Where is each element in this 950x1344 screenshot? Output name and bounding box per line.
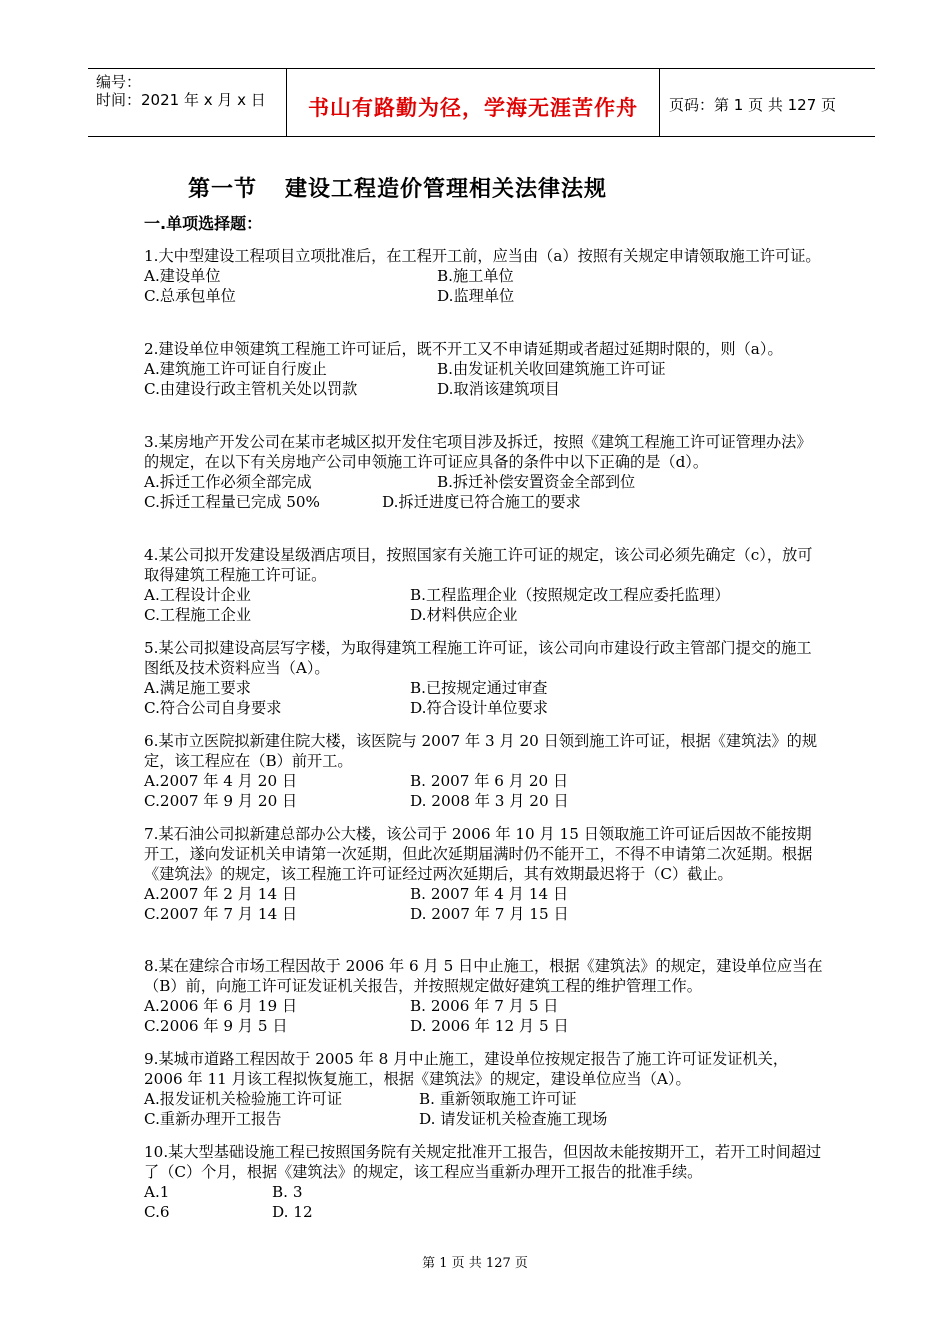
question-6 bbox=[144, 731, 824, 811]
option-d: D.符合设计单位要求 bbox=[410, 699, 548, 717]
question-4 bbox=[144, 545, 824, 625]
option-b: B.已按规定通过审查 bbox=[410, 679, 548, 697]
question-7 bbox=[144, 824, 824, 924]
question-3 bbox=[144, 432, 824, 512]
header-page-cell bbox=[659, 69, 875, 136]
option-a: A.拆迁工作必须全部完成 bbox=[144, 473, 312, 491]
option-d: D. 12 bbox=[272, 1203, 313, 1221]
question-2 bbox=[144, 339, 824, 399]
option-b: B. 2006 年 7 月 5 日 bbox=[410, 997, 559, 1015]
option-c: C.2006 年 9 月 5 日 bbox=[144, 1017, 288, 1035]
option-d: D.取消该建筑项目 bbox=[437, 380, 560, 398]
option-c: C.6 bbox=[144, 1203, 170, 1221]
chapter-title bbox=[188, 172, 607, 203]
option-d: D. 请发证机关检查施工现场 bbox=[419, 1110, 608, 1128]
option-d: D.材料供应企业 bbox=[410, 606, 518, 624]
question-stem: 9.某城市道路工程因故于 2005 年 8 月中止施工，建设单位按规定报告了施工许可证发证机关，2006 年 11 月该工程拟恢复施工，根据《建筑法》的规定，建设单位应当（A）。 bbox=[144, 1050, 789, 1088]
option-b: B. 2007 年 6 月 20 日 bbox=[410, 772, 569, 790]
question-stem: 1.大中型建设工程项目立项批准后，在工程开工前，应当由（a）按照有关规定申请领取施工许可证。 bbox=[144, 247, 821, 265]
option-b: B.工程监理企业（按照规定改工程应委托监理） bbox=[410, 586, 730, 604]
option-a: A.建设单位 bbox=[144, 267, 221, 285]
question-stem: 7.某石油公司拟新建总部办公大楼，该公司于 2006 年 10 月 15 日领取施工许可证后因故不能按期开工，遂向发证机关申请第一次延期，但此次延期届满时仍不能开工，不得不申请第二次延期。根据《建筑法》的规定，该工程施工许可证经过两次延期后，其有效期最迟将于（C）截止。 bbox=[144, 825, 813, 883]
option-b: B.拆迁补偿安置资金全部到位 bbox=[437, 473, 636, 491]
option-a: A.2006 年 6 月 19 日 bbox=[144, 997, 298, 1015]
option-c: C.工程施工企业 bbox=[144, 606, 252, 624]
option-c: C.由建设行政主管机关处以罚款 bbox=[144, 380, 358, 398]
option-d: D.拆迁进度已符合施工的要求 bbox=[382, 493, 581, 511]
option-b: B. 重新领取施工许可证 bbox=[419, 1090, 577, 1108]
option-a: A.2007 年 4 月 20 日 bbox=[144, 772, 298, 790]
question-stem: 3.某房地产开发公司在某市老城区拟开发住宅项目涉及拆迁，按照《建筑工程施工许可证管理办法》的规定，在以下有关房地产公司申领施工许可证应具备的条件中以下正确的是（d）。 bbox=[144, 433, 812, 471]
option-d: D.监理单位 bbox=[437, 287, 515, 305]
header-meta-cell bbox=[88, 69, 286, 136]
option-c: C.总承包单位 bbox=[144, 287, 236, 305]
option-b: B.施工单位 bbox=[437, 267, 514, 285]
option-a: A.满足施工要求 bbox=[144, 679, 251, 697]
option-a: A.报发证机关检验施工许可证 bbox=[144, 1090, 343, 1108]
option-c: C.2007 年 7 月 14 日 bbox=[144, 905, 298, 923]
header-motto-cell bbox=[286, 69, 660, 136]
question-5 bbox=[144, 638, 824, 718]
option-b: B. 3 bbox=[272, 1183, 303, 1201]
option-c: C.符合公司自身要求 bbox=[144, 699, 282, 717]
option-c: C.2007 年 9 月 20 日 bbox=[144, 792, 298, 810]
option-a: A.1 bbox=[144, 1183, 170, 1201]
motto-text: 书山有路勤为径，学海无涯苦作舟 bbox=[308, 96, 638, 120]
question-9 bbox=[144, 1049, 824, 1129]
option-c: C.重新办理开工报告 bbox=[144, 1110, 282, 1128]
option-a: A.2007 年 2 月 14 日 bbox=[144, 885, 298, 903]
page-header bbox=[88, 68, 875, 137]
option-a: A.建筑施工许可证自行废止 bbox=[144, 360, 327, 378]
option-b: B. 2007 年 4 月 14 日 bbox=[410, 885, 569, 903]
question-stem: 6.某市立医院拟新建住院大楼，该医院与 2007 年 3 月 20 日领到施工许可证，根据《建筑法》的规定，该工程应在（B）前开工。 bbox=[144, 732, 818, 770]
question-8 bbox=[144, 956, 824, 1036]
option-d: D. 2007 年 7 月 15 日 bbox=[410, 905, 569, 923]
option-d: D. 2008 年 3 月 20 日 bbox=[410, 792, 569, 810]
option-b: B.由发证机关收回建筑施工许可证 bbox=[437, 360, 666, 378]
doc-time-label: 时间：2021 年 x 月 x 日 bbox=[96, 91, 266, 109]
doc-number-label: 编号： bbox=[96, 73, 142, 91]
chapter-title-text: 建设工程造价管理相关法律法规 bbox=[285, 177, 608, 202]
option-a: A.工程设计企业 bbox=[144, 586, 251, 604]
question-stem: 4.某公司拟开发建设星级酒店项目，按照国家有关施工许可证的规定，该公司必须先确定（c），放可取得建筑工程施工许可证。 bbox=[144, 546, 813, 584]
question-1 bbox=[144, 246, 824, 306]
header-page-number: 页码：第 1 页 共 127 页 bbox=[669, 96, 837, 114]
chapter-title-section: 第一节 bbox=[188, 177, 258, 202]
question-stem: 8.某在建综合市场工程因故于 2006 年 6 月 5 日中止施工，根据《建筑法》的规定，建设单位应当在（B）前，向施工许可证发证机关报告，并按照规定做好建筑工程的维护管理工作。 bbox=[144, 957, 823, 995]
section-heading: 一.单项选择题： bbox=[144, 214, 263, 233]
page-footer: 第 1 页 共 127 页 bbox=[422, 1256, 528, 1271]
question-stem: 10.某大型基础设施工程已按照国务院有关规定批准开工报告，但因故未能按期开工，若开工时间超过了（C）个月，根据《建筑法》的规定，该工程应当重新办理开工报告的批准手续。 bbox=[144, 1143, 822, 1181]
question-stem: 2.建设单位申领建筑工程施工许可证后，既不开工又不申请延期或者超过延期时限的，则（a）。 bbox=[144, 340, 783, 358]
option-c: C.拆迁工程量已完成 50% bbox=[144, 493, 320, 511]
question-10 bbox=[144, 1142, 824, 1222]
option-d: D. 2006 年 12 月 5 日 bbox=[410, 1017, 569, 1035]
question-stem: 5.某公司拟建设高层写字楼，为取得建筑工程施工许可证，该公司向市建设行政主管部门提交的施工图纸及技术资料应当（A）。 bbox=[144, 639, 812, 677]
